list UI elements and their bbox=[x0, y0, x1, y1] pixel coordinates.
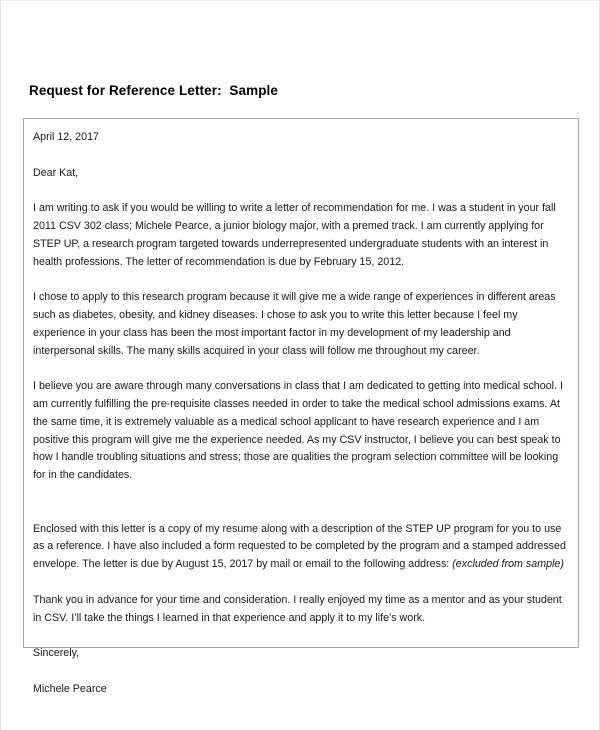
letter-signature-name: Michele Pearce bbox=[33, 682, 107, 695]
letter-content bbox=[33, 129, 568, 699]
letter-paragraph-4-italic-note: (excluded from sample) bbox=[452, 558, 564, 571]
spacer bbox=[33, 663, 568, 681]
spacer bbox=[33, 360, 568, 378]
spacer bbox=[33, 627, 568, 645]
letter-paragraph-5: Thank you in advance for your time and consideration. I really enjoyed my time as a mentor and as your student in CSV. I’ll take the things I learned in that experience and apply it to my life’s work. bbox=[33, 593, 562, 624]
letter-body-box bbox=[23, 118, 579, 695]
letter-paragraph-2: I chose to apply to this research program because it will give me a wide range of experiences in different areas such as diabetes, obesity, and kidney diseases. I chose to ask you to write this letter because I feel my experience in your class has been the most important factor in my development of my leadership and interpersonal skills. The many skills acquired in your class will follow me throughout my career. bbox=[33, 291, 556, 357]
spacer bbox=[33, 271, 568, 289]
spacer bbox=[33, 485, 568, 521]
letter-paragraph-1: I am writing to ask if you would be willing to write a letter of recommendation for me. I was a student in your fall 2011 CSV 302 class; Michele Pearce, a junior biology major, with a premed track. I am currently applying for STEP UP, a research program targeted towards underrepresented undergraduate students with an interest in health professions. The letter of recommendation is due by February 15, 2012. bbox=[33, 202, 556, 268]
letter-salutation: Dear Kat, bbox=[33, 166, 79, 179]
letter-paragraph-4 bbox=[33, 521, 568, 574]
letter-date: April 12, 2017 bbox=[33, 131, 99, 143]
spacer bbox=[33, 147, 568, 165]
letter-paragraph-4-text: Enclosed with this letter is a copy of my resume along with a description of the STEP UP program for you to use as a reference. I have also included a form requested to be completed by the program and a stamped addressed envelope. The letter is due by August 15, 2017 by mail or email to the following address: bbox=[33, 522, 566, 571]
letter-paragraph-3: I believe you are aware through many conversations in class that I am dedicated to getting into medical school. I am currently fulfilling the pre-requisite classes needed in order to take the medical school admissions exams. At the same time, it is extremely valuable as a medical school applicant to have research experience and I am positive this program will give me the experience needed. As my CSV instructor, I believe you can best speak to how I handle troubling situations and stress; those are qualities the program selection committee will be looking for in the candidates. bbox=[33, 380, 563, 482]
letter-closing: Sincerely, bbox=[33, 647, 80, 660]
page-title: Request for Reference Letter: Sample bbox=[29, 83, 279, 98]
spacer bbox=[33, 574, 568, 592]
spacer bbox=[33, 182, 568, 200]
